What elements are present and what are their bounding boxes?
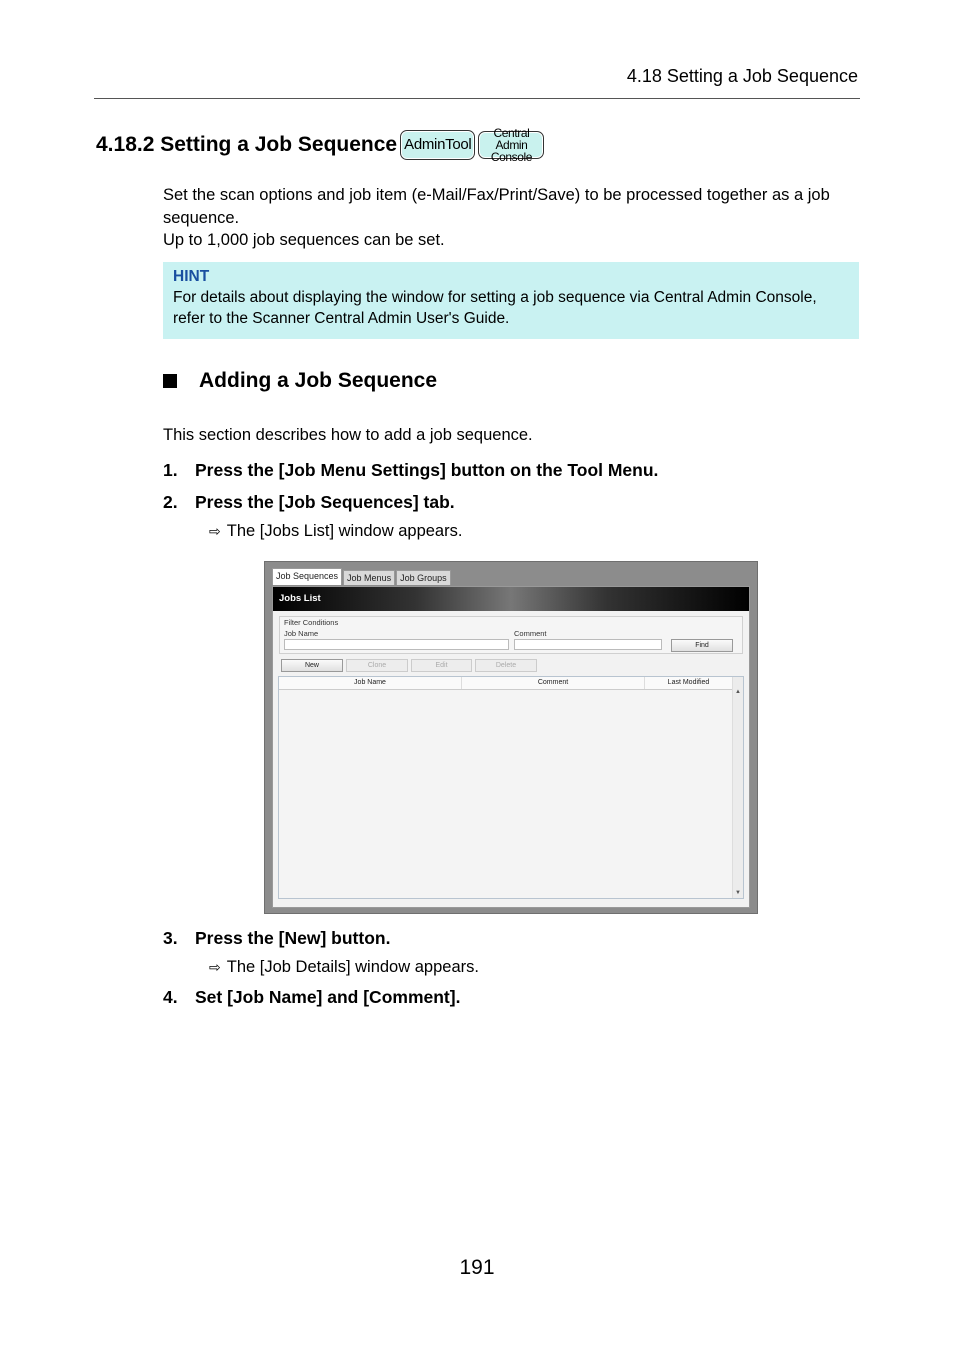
vertical-scrollbar[interactable] [732, 677, 743, 898]
column-job-name[interactable]: Job Name [279, 677, 462, 689]
new-button[interactable]: New [281, 659, 343, 672]
step-text: Press the [Job Sequences] tab. [195, 492, 455, 512]
edit-button[interactable]: Edit [411, 659, 472, 672]
hint-box [163, 262, 859, 339]
comment-label: Comment [514, 629, 547, 638]
step-2 [163, 492, 455, 513]
running-header: 4.18 Setting a Job Sequence [626, 66, 858, 86]
arrow-right-icon: ⇨ [209, 959, 221, 975]
jobs-list-screenshot [264, 561, 758, 914]
filter-title: Filter Conditions [284, 618, 339, 627]
step-number: 3. [163, 928, 178, 948]
intro-line-1: Set the scan options and job item (e-Mail/Fax/Print/Save) to be processed together as a job sequence. [163, 186, 830, 227]
result-text: The [Jobs List] window appears. [226, 522, 463, 540]
scroll-down-icon[interactable]: ▼ [735, 890, 741, 896]
step-2-result [209, 522, 462, 541]
column-last-modified[interactable]: Last Modified [645, 677, 733, 689]
result-text: The [Job Details] window appears. [226, 958, 479, 976]
tab-job-sequences[interactable]: Job Sequences [272, 568, 342, 585]
header-rule [94, 98, 860, 99]
scroll-up-icon[interactable]: ▲ [735, 689, 741, 695]
window-title: Jobs List [273, 587, 749, 611]
intro-paragraph [163, 184, 863, 252]
subsection-title [163, 369, 437, 393]
step-3-result [209, 958, 479, 977]
step-text: Press the [New] button. [195, 928, 391, 948]
table-header [279, 677, 733, 690]
badge-line-2: Console [490, 150, 533, 164]
step-3 [163, 928, 390, 949]
intro-line-2: Up to 1,000 job sequences can be set. [163, 231, 445, 249]
section-title [96, 126, 544, 164]
admin-tool-badge: AdminTool [400, 130, 475, 160]
step-number: 4. [163, 987, 178, 1007]
step-text: Set [Job Name] and [Comment]. [195, 987, 461, 1007]
step-4 [163, 987, 460, 1008]
hint-label: HINT [173, 268, 210, 285]
arrow-right-icon: ⇨ [209, 523, 221, 539]
tab-bar [272, 570, 452, 585]
page-number: 191 [459, 1256, 495, 1279]
badge-line-1: Central Admin [493, 126, 530, 152]
black-square-icon [163, 374, 177, 388]
subsection-description: This section describes how to add a job sequence. [163, 426, 533, 444]
find-button[interactable]: Find [671, 639, 733, 652]
tab-job-menus[interactable]: Job Menus [343, 570, 395, 585]
hint-text: For details about displaying the window for setting a job sequence via Central Admin Console, refer to the Scanner Central Admin User's Guide. [173, 289, 817, 327]
jobs-list-window [272, 586, 750, 908]
tab-job-groups[interactable]: Job Groups [396, 570, 451, 585]
step-number: 1. [163, 460, 178, 480]
clone-button[interactable]: Clone [346, 659, 408, 672]
step-text: Press the [Job Menu Settings] button on the Tool Menu. [195, 460, 659, 480]
filter-conditions-group [279, 616, 743, 654]
comment-input[interactable] [514, 639, 662, 650]
column-comment[interactable]: Comment [462, 677, 645, 689]
jobs-table [278, 676, 744, 899]
subsection-heading: Adding a Job Sequence [199, 369, 438, 392]
job-name-input[interactable] [284, 639, 509, 650]
delete-button[interactable]: Delete [475, 659, 537, 672]
job-name-label: Job Name [284, 629, 319, 638]
central-admin-console-badge [478, 126, 544, 164]
step-number: 2. [163, 492, 178, 512]
section-heading: 4.18.2 Setting a Job Sequence [96, 133, 398, 156]
step-1 [163, 460, 658, 481]
